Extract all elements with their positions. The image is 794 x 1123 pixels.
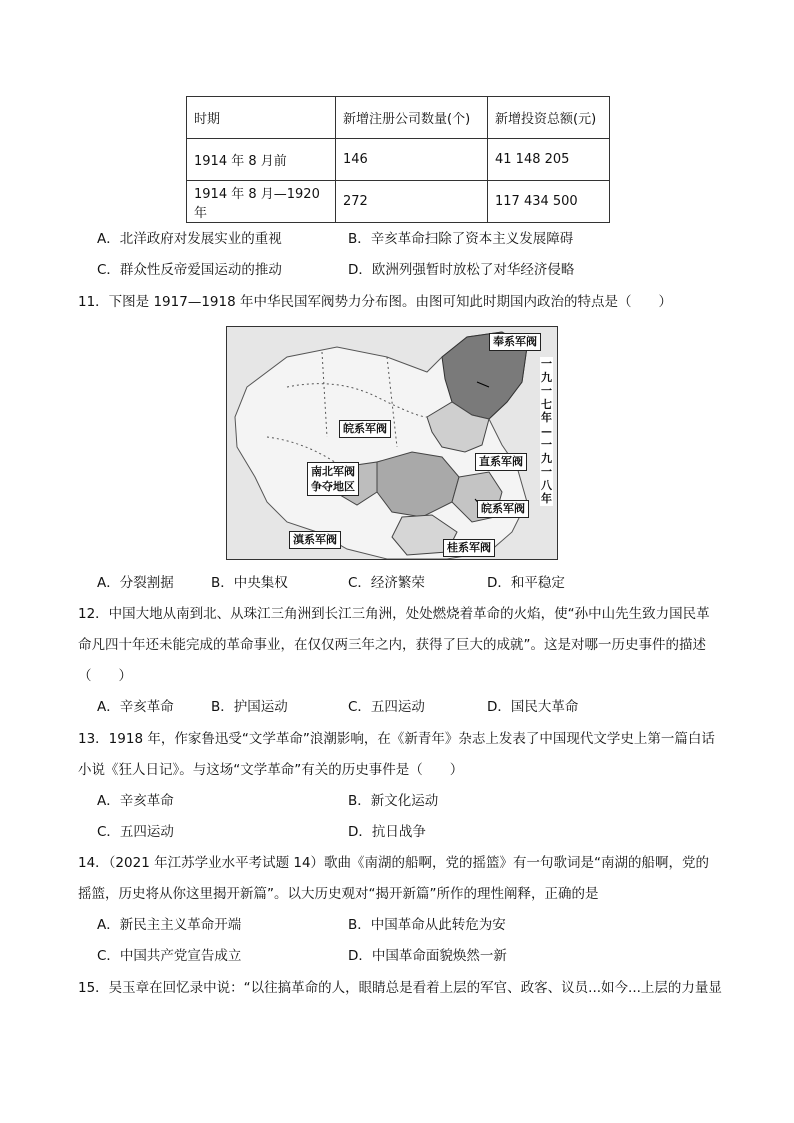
q12-option-d[interactable]: D．国民大革命 bbox=[487, 699, 579, 715]
q12-option-b[interactable]: B．护国运动 bbox=[211, 699, 288, 715]
map-label-fengxi: 奉系军阀 bbox=[489, 333, 541, 351]
q12-stem-line1: 12．中国大地从南到北、从珠江三角洲到长江三角洲，处处燃烧着革命的火焰，使“孙中山先生致力国民革 bbox=[78, 606, 710, 622]
map-year-vertical: 一九一七年—一九一八年 bbox=[541, 357, 552, 505]
q11-option-c[interactable]: C．经济繁荣 bbox=[348, 575, 425, 591]
table-cell: 117 434 500 bbox=[488, 181, 610, 223]
q12-stem-line2: 命凡四十年还未能完成的革命事业，在仅仅两三年之内，获得了巨大的成就”。这是对哪一历史事件的描述 bbox=[78, 637, 706, 653]
table-header-row bbox=[187, 97, 610, 139]
q11-option-d[interactable]: D．和平稳定 bbox=[487, 575, 565, 591]
q12-stem-line3: （ ） bbox=[78, 668, 132, 684]
q11-option-b[interactable]: B．中央集权 bbox=[211, 575, 288, 591]
q12-option-c[interactable]: C．五四运动 bbox=[348, 699, 425, 715]
q14-option-b[interactable]: B．中国革命从此转危为安 bbox=[348, 917, 506, 933]
map-label-zhixi: 直系军阀 bbox=[475, 453, 527, 471]
map-label-nanbei-line1: 南北军阀 bbox=[311, 465, 355, 478]
q14-option-a[interactable]: A．新民主主义革命开端 bbox=[97, 917, 242, 933]
map-label-nanbei-line2: 争夺地区 bbox=[311, 480, 355, 493]
table-cell: 146 bbox=[336, 139, 488, 181]
table-header-cell: 新增注册公司数量(个) bbox=[336, 97, 488, 139]
q11-option-a[interactable]: A．分裂割据 bbox=[97, 575, 174, 591]
q10-option-a[interactable]: A．北洋政府对发展实业的重视 bbox=[97, 231, 282, 247]
q11-stem: 11．下图是 1917—1918 年中华民国军阀势力分布图。由图可知此时期国内政治的特点是（ ） bbox=[78, 294, 672, 310]
table-cell: 1914 年 8 月—1920 年 bbox=[187, 181, 336, 223]
q13-option-b[interactable]: B．新文化运动 bbox=[348, 793, 439, 809]
q15-stem-line1: 15．吴玉章在回忆录中说：“以往搞革命的人，眼睛总是看着上层的军官、政客、议员...如今...上层的力量显 bbox=[78, 980, 722, 996]
table-cell: 41 148 205 bbox=[488, 139, 610, 181]
map-label-guixi: 桂系军阀 bbox=[443, 539, 495, 557]
table-row bbox=[187, 139, 610, 181]
q13-option-c[interactable]: C．五四运动 bbox=[97, 824, 174, 840]
map-label-dianxi: 滇系军阀 bbox=[289, 531, 341, 549]
q13-option-a[interactable]: A．辛亥革命 bbox=[97, 793, 174, 809]
q13-stem-line2: 小说《狂人日记》。与这场“文学革命”有关的历史事件是（ ） bbox=[78, 762, 464, 778]
q14-stem-line1: 14．（2021 年江苏学业水平考试题 14）歌曲《南湖的船啊，党的摇篮》有一句歌词是“南湖的船啊，党的 bbox=[78, 855, 710, 871]
table-header-cell: 时期 bbox=[187, 97, 336, 139]
table-header-cell: 新增投资总额(元) bbox=[488, 97, 610, 139]
map-label-nanbei bbox=[307, 462, 359, 496]
q10-option-b[interactable]: B．辛亥革命扫除了资本主义发展障碍 bbox=[348, 231, 574, 247]
q14-stem-line2: 摇篮，历史将从你这里揭开新篇”。以大历史观对“揭开新篇”所作的理性阐释，正确的是 bbox=[78, 886, 599, 902]
map-label-wanxi-south: 皖系军阀 bbox=[477, 500, 529, 518]
map-graphic bbox=[227, 327, 557, 559]
table-cell: 272 bbox=[336, 181, 488, 223]
table-cell: 1914 年 8 月前 bbox=[187, 139, 336, 181]
q14-option-d[interactable]: D．中国革命面貌焕然一新 bbox=[348, 948, 507, 964]
q13-option-d[interactable]: D．抗日战争 bbox=[348, 824, 426, 840]
q10-option-c[interactable]: C．群众性反帝爱国运动的推动 bbox=[97, 262, 282, 278]
q13-stem-line1: 13．1918 年，作家鲁迅受“文学革命”浪潮影响，在《新青年》杂志上发表了中国现代文学史上第一篇白话 bbox=[78, 731, 715, 747]
map-label-wanxi-north: 皖系军阀 bbox=[339, 420, 391, 438]
q12-option-a[interactable]: A．辛亥革命 bbox=[97, 699, 174, 715]
warlord-map bbox=[226, 326, 558, 560]
table-row bbox=[187, 181, 610, 223]
q14-option-c[interactable]: C．中国共产党宣告成立 bbox=[97, 948, 242, 964]
company-table bbox=[186, 96, 610, 223]
q10-option-d[interactable]: D．欧洲列强暂时放松了对华经济侵略 bbox=[348, 262, 575, 278]
